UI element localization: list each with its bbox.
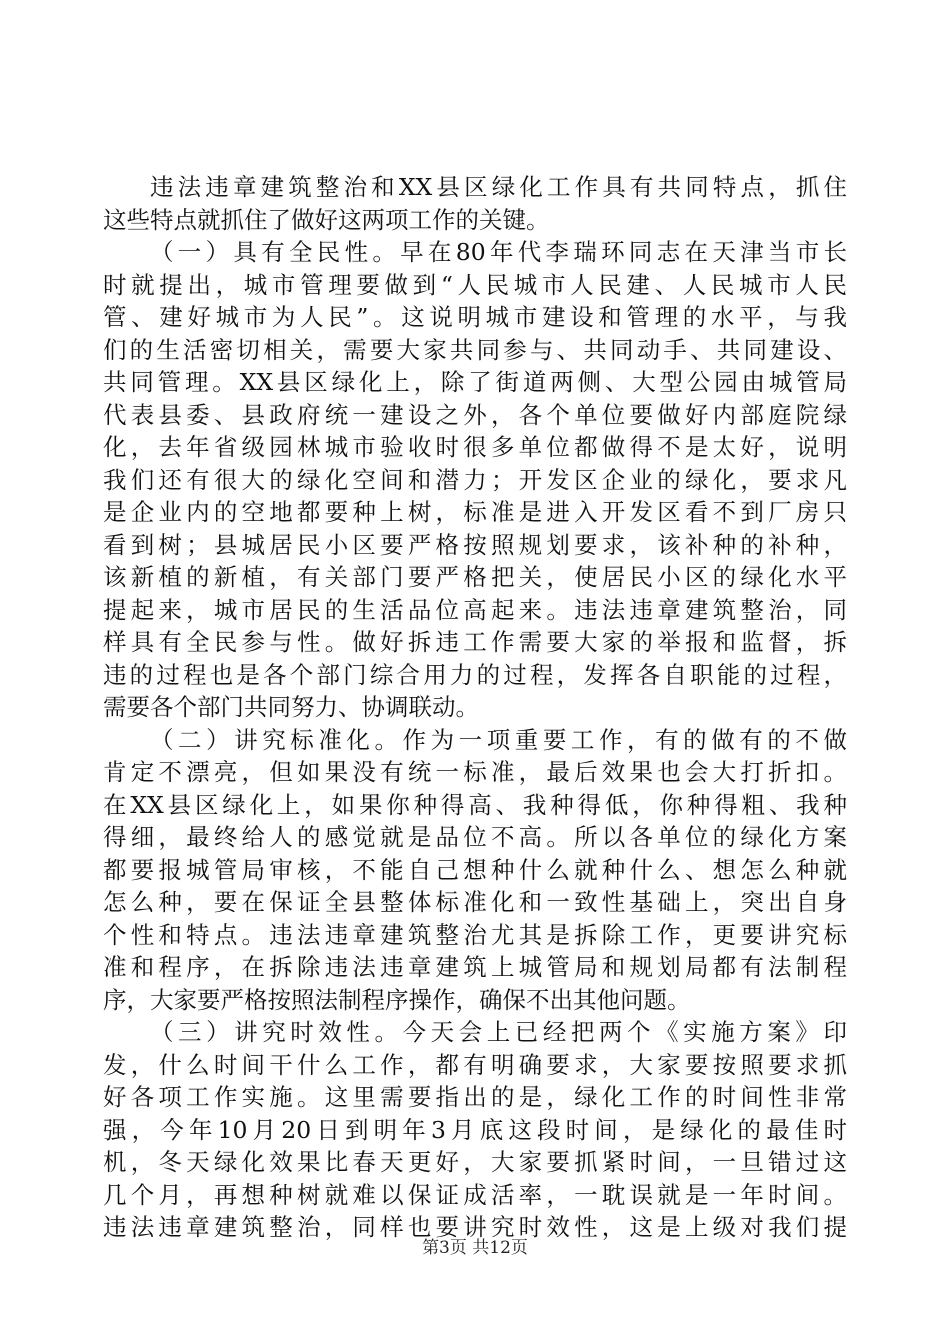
- document-body: [103, 171, 847, 1244]
- text-line: 准和程序，在拆除违法违章建筑上城管局和规划局都有法制程: [103, 953, 847, 981]
- text-line: 提起来，城市居民的生活品位高起来。违法违章建筑整治，同: [103, 595, 847, 624]
- text-line: 强，今年10月20日到明年3月底这段时间，是绿化的最佳时: [103, 1115, 847, 1144]
- text-line: 共同管理。XX县区绿化上，除了街道两侧、大型公园由城管局: [103, 368, 847, 396]
- text-line: （三）讲究时效性。今天会上已经把两个《实施方案》印: [150, 1018, 847, 1046]
- text-line: 得细，最终给人的感觉就是品位不高。所以各单位的绿化方案: [103, 823, 847, 851]
- text-line: （一）具有全民性。早在80年代李瑞环同志在天津当市长: [150, 238, 847, 266]
- text-line: （二）讲究标准化。作为一项重要工作，有的做有的不做: [150, 725, 847, 754]
- paragraph-universality: [103, 236, 847, 724]
- text-line: 代表县委、县政府统一建设之外，各个单位要做好内部庭院绿: [103, 400, 847, 429]
- text-line: 发，什么时间干什么工作，都有明确要求，大家要按照要求抓: [103, 1050, 847, 1079]
- text-line: 好各项工作实施。这里需要指出的是，绿化工作的时间性非常: [103, 1083, 847, 1111]
- text-line: 管、建好城市为人民”。这说明城市建设和管理的水平，与我: [103, 303, 847, 331]
- paragraph-standardization: [103, 724, 847, 1017]
- text-line: 该新植的新植，有关部门要严格把关，使居民小区的绿化水平: [103, 563, 847, 591]
- text-line: 肯定不漂亮，但如果没有统一标准，最后效果也会大打折扣。: [103, 758, 847, 786]
- text-line: 在XX县区绿化上，如果你种得高、我种得低，你种得粗、我种: [103, 790, 847, 819]
- text-line: 是企业内的空地都要种上树，标准是进入开发区看不到厂房只: [103, 498, 847, 526]
- text-line: 需要各个部门共同努力、协调联动。: [103, 693, 479, 721]
- text-line: 看到树；县城居民小区要严格按照规划要求，该补种的补种，: [103, 530, 847, 559]
- paragraph-timeliness: [103, 1016, 847, 1244]
- text-line: 序，大家要严格按照法制程序操作，确保不出其他问题。: [103, 985, 691, 1014]
- text-line: 时就提出，城市管理要做到“人民城市人民建、人民城市人民: [103, 270, 847, 299]
- text-line: 机，冬天绿化效果比春天更好，大家要抓紧时间，一旦错过这: [103, 1148, 847, 1176]
- text-line: 违的过程也是各个部门综合用力的过程，发挥各自职能的过程，: [103, 660, 847, 689]
- text-line: 怎么种，要在保证全县整体标准化和一致性基础上，突出自身: [103, 888, 847, 916]
- text-line: 化，去年省级园林城市验收时很多单位都做得不是太好，说明: [103, 433, 847, 461]
- text-line: 违法违章建筑整治和XX县区绿化工作具有共同特点，抓住: [150, 173, 847, 201]
- text-line: 都要报城管局审核，不能自己想种什么就种什么、想怎么种就: [103, 855, 847, 884]
- page-footer: 第3页 共12页: [422, 1238, 528, 1258]
- text-line: 几个月，再想种树就难以保证成活率，一耽误就是一年时间。: [103, 1180, 847, 1209]
- text-line: 这些特点就抓住了做好这两项工作的关键。: [103, 205, 550, 234]
- paragraph-intro: [103, 171, 847, 236]
- text-line: 们的生活密切相关，需要大家共同参与、共同动手、共同建设、: [103, 335, 847, 364]
- text-line: 违法违章建筑整治，同样也要讲究时效性，这是上级对我们提: [103, 1213, 847, 1241]
- text-line: 样具有全民参与性。做好拆违工作需要大家的举报和监督，拆: [103, 628, 847, 656]
- text-line: 我们还有很大的绿化空间和潜力；开发区企业的绿化，要求凡: [103, 465, 847, 494]
- text-line: 个性和特点。违法违章建筑整治尤其是拆除工作，更要讲究标: [103, 920, 847, 949]
